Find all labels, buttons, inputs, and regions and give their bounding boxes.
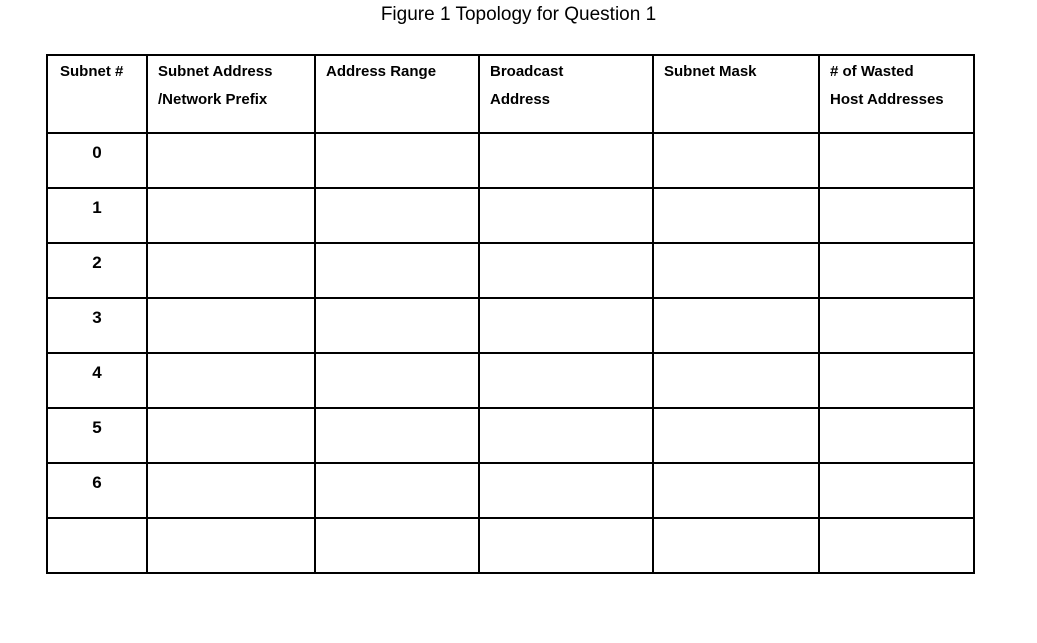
subnet-number-cell: 2	[47, 243, 147, 298]
subnet-mask-cell[interactable]	[653, 243, 819, 298]
subnet-number-cell[interactable]	[47, 518, 147, 573]
address-range-cell[interactable]	[315, 243, 479, 298]
wasted-hosts-cell[interactable]	[819, 353, 974, 408]
address-range-cell[interactable]	[315, 463, 479, 518]
table-row	[47, 243, 974, 298]
header-address-range: Address Range	[315, 55, 479, 133]
address-range-cell[interactable]	[315, 298, 479, 353]
subnet-address-cell[interactable]	[147, 188, 315, 243]
broadcast-address-cell[interactable]	[479, 518, 653, 573]
table-row	[47, 353, 974, 408]
wasted-hosts-cell[interactable]	[819, 188, 974, 243]
header-broadcast-address: Broadcast Address	[479, 55, 653, 133]
header-row	[47, 55, 974, 133]
figure-caption: Figure 1 Topology for Question 1	[380, 4, 657, 25]
broadcast-address-cell[interactable]	[479, 188, 653, 243]
subnet-mask-cell[interactable]	[653, 408, 819, 463]
subnet-number-cell: 1	[47, 188, 147, 243]
table-row	[47, 518, 974, 573]
subnet-address-cell[interactable]	[147, 518, 315, 573]
wasted-hosts-cell[interactable]	[819, 408, 974, 463]
header-subnet-number: Subnet #	[47, 55, 147, 133]
wasted-hosts-cell[interactable]	[819, 243, 974, 298]
subnet-address-cell[interactable]	[147, 133, 315, 188]
header-subnet-mask: Subnet Mask	[653, 55, 819, 133]
subnet-mask-cell[interactable]	[653, 518, 819, 573]
broadcast-address-cell[interactable]	[479, 408, 653, 463]
header-subnet-address: Subnet Address /Network Prefix	[147, 55, 315, 133]
subnet-address-cell[interactable]	[147, 408, 315, 463]
table-row	[47, 188, 974, 243]
subnet-mask-cell[interactable]	[653, 188, 819, 243]
broadcast-address-cell[interactable]	[479, 353, 653, 408]
subnet-table	[46, 54, 975, 574]
header-wasted-hosts: # of Wasted Host Addresses	[819, 55, 974, 133]
subnet-mask-cell[interactable]	[653, 133, 819, 188]
wasted-hosts-cell[interactable]	[819, 133, 974, 188]
subnet-number-cell: 4	[47, 353, 147, 408]
subnet-number-cell: 6	[47, 463, 147, 518]
broadcast-address-cell[interactable]	[479, 463, 653, 518]
subnet-address-cell[interactable]	[147, 298, 315, 353]
wasted-hosts-cell[interactable]	[819, 298, 974, 353]
wasted-hosts-cell[interactable]	[819, 518, 974, 573]
wasted-hosts-cell[interactable]	[819, 463, 974, 518]
subnet-address-cell[interactable]	[147, 353, 315, 408]
subnet-number-cell: 5	[47, 408, 147, 463]
broadcast-address-cell[interactable]	[479, 298, 653, 353]
subnet-mask-cell[interactable]	[653, 298, 819, 353]
address-range-cell[interactable]	[315, 188, 479, 243]
table-row	[47, 133, 974, 188]
subnet-mask-cell[interactable]	[653, 353, 819, 408]
subnet-mask-cell[interactable]	[653, 463, 819, 518]
address-range-cell[interactable]	[315, 518, 479, 573]
table-row	[47, 408, 974, 463]
subnet-address-cell[interactable]	[147, 243, 315, 298]
subnet-number-cell: 0	[47, 133, 147, 188]
broadcast-address-cell[interactable]	[479, 133, 653, 188]
table-row	[47, 463, 974, 518]
broadcast-address-cell[interactable]	[479, 243, 653, 298]
subnet-address-cell[interactable]	[147, 463, 315, 518]
table-row	[47, 298, 974, 353]
address-range-cell[interactable]	[315, 133, 479, 188]
subnet-number-cell: 3	[47, 298, 147, 353]
address-range-cell[interactable]	[315, 408, 479, 463]
address-range-cell[interactable]	[315, 353, 479, 408]
